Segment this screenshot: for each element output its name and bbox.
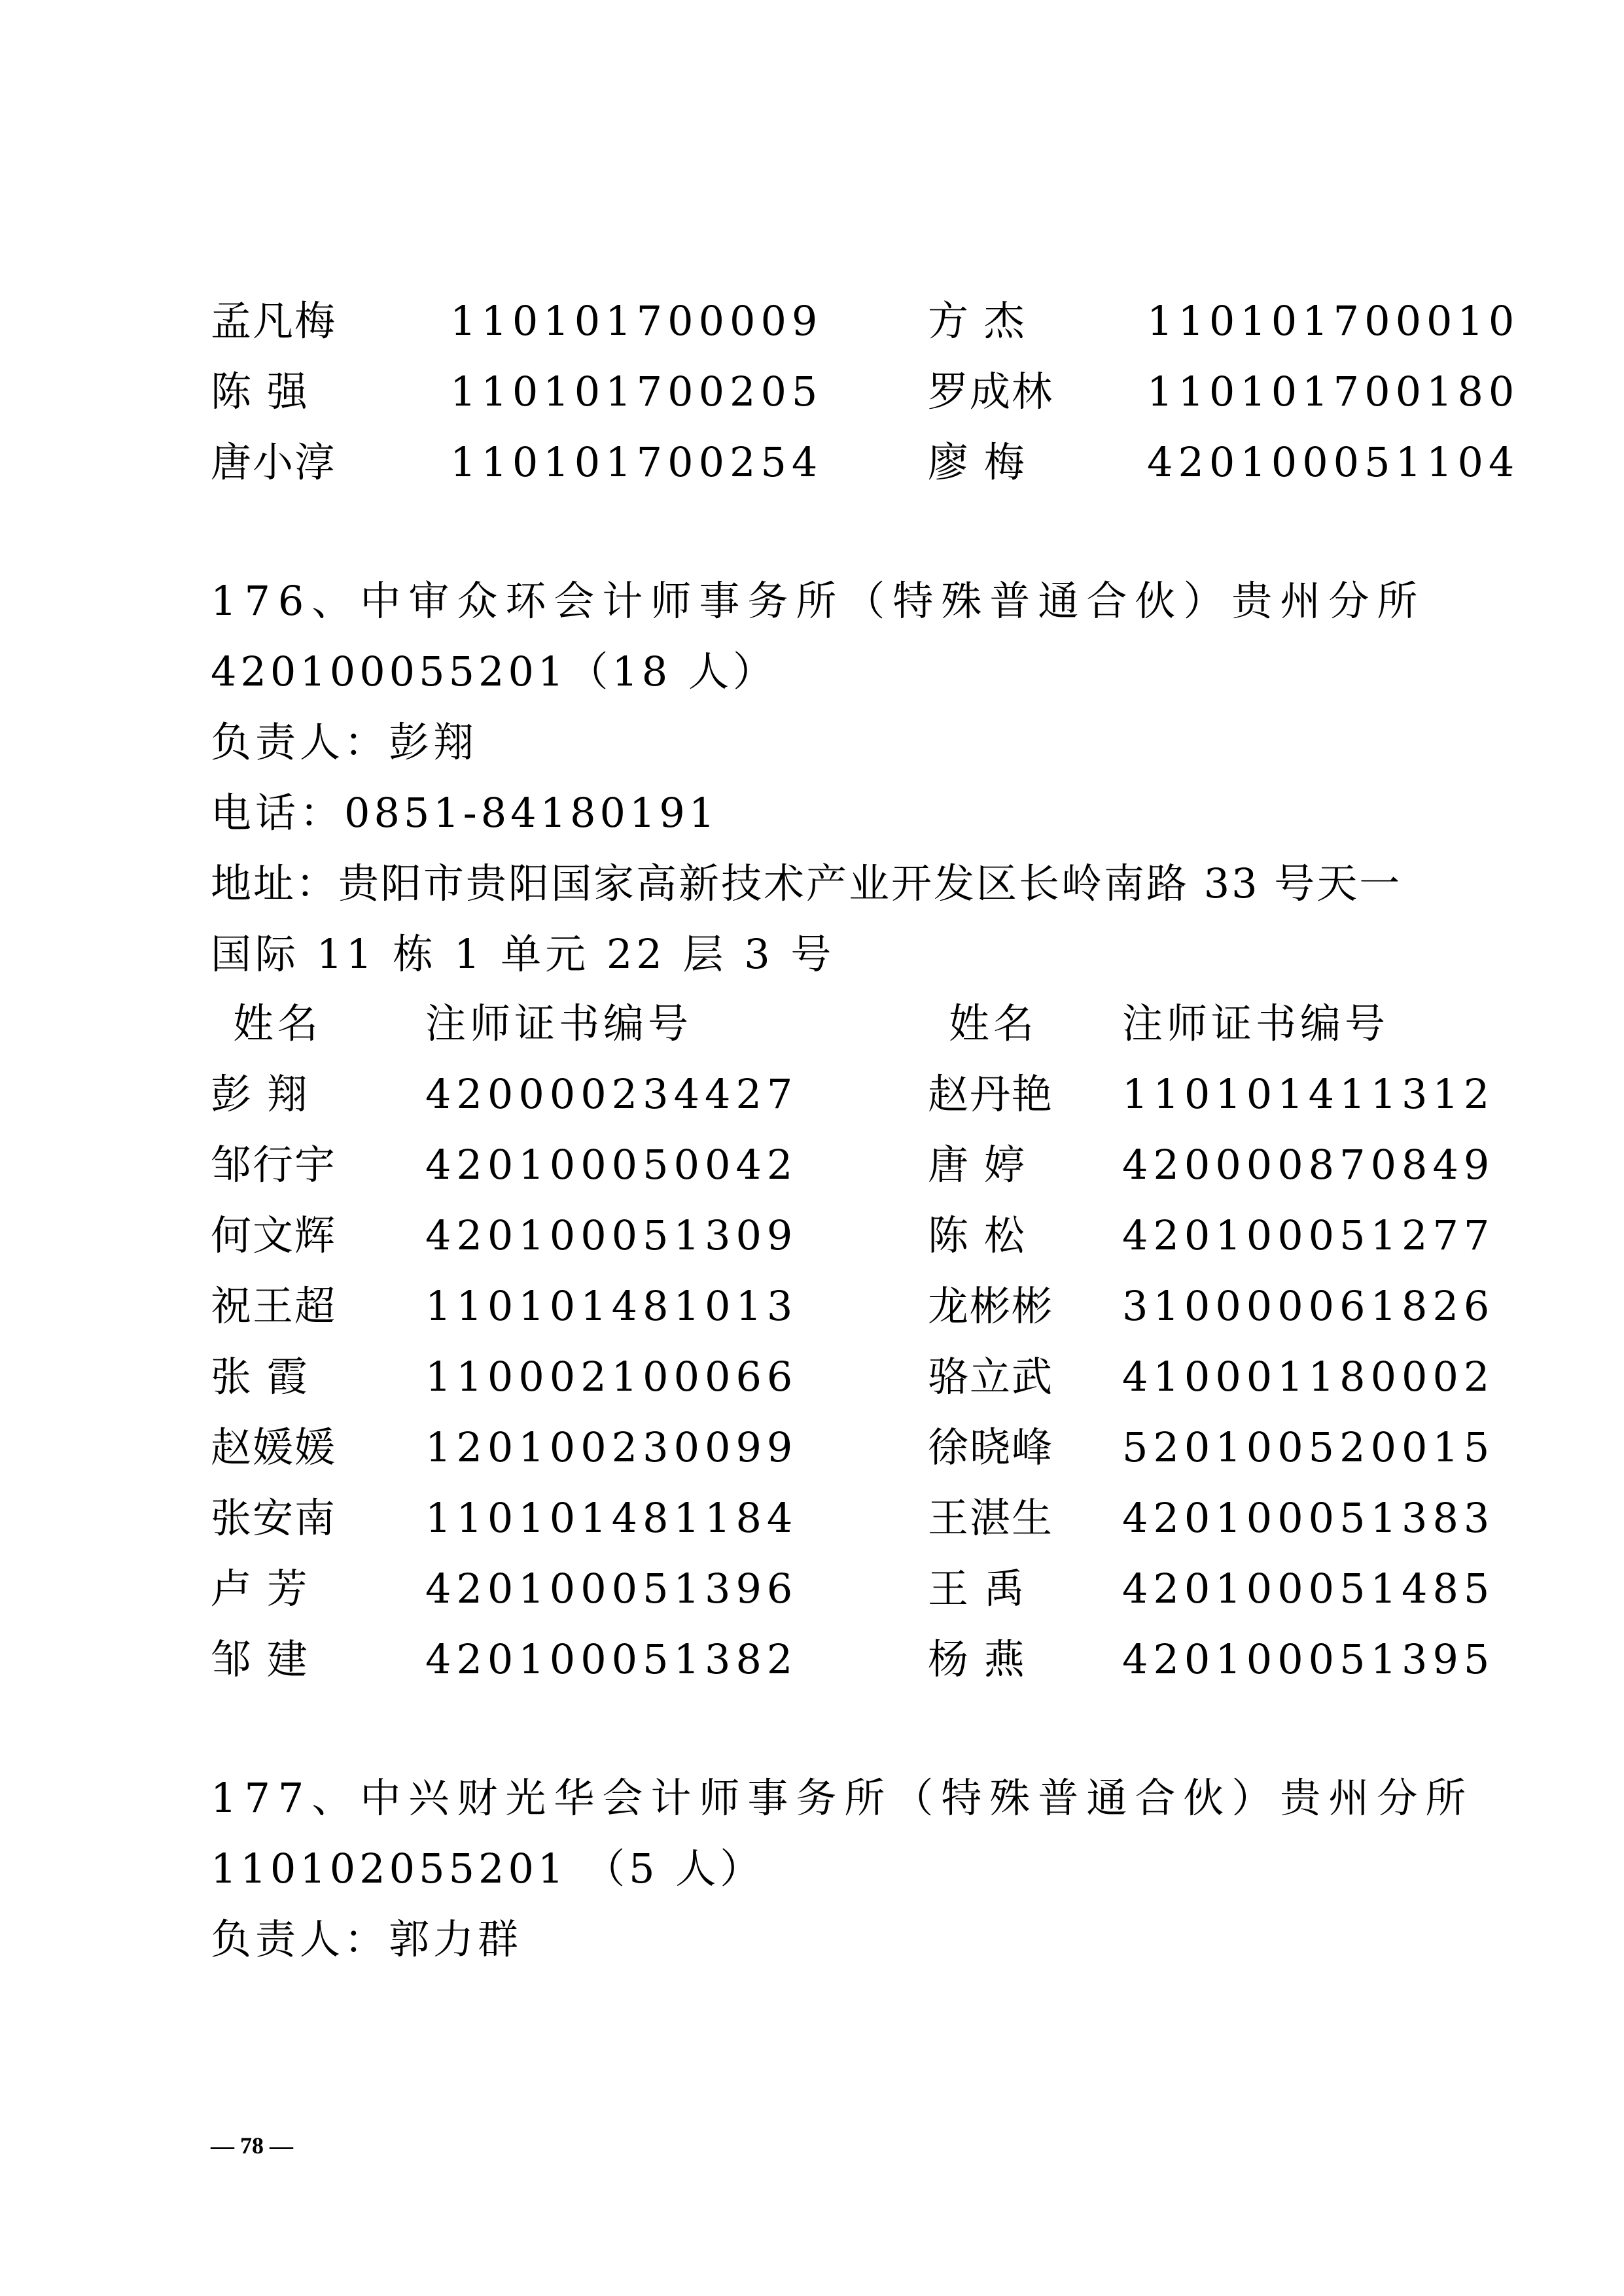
person-name: 卢 芳 <box>211 1565 309 1612</box>
cert-number: 310000061826 <box>1122 1282 1495 1330</box>
cert-number: 420100051396 <box>425 1565 798 1612</box>
page-number: — 78 — <box>211 2132 293 2159</box>
firm-address: 地址：贵阳市贵阳国家高新技术产业开发区长岭南路 33 号天一 <box>211 860 1402 907</box>
person-name: 陈 强 <box>211 368 309 415</box>
person-name: 杨 燕 <box>928 1635 1026 1683</box>
person-name: 唐 婷 <box>928 1141 1026 1189</box>
firm-title: 177、中兴财光华会计师事务所（特殊普通合伙）贵州分所 <box>211 1774 1474 1822</box>
person-name: 唐小淳 <box>211 438 337 486</box>
cert-number: 110101700180 <box>1147 368 1520 415</box>
cert-number: 420100051485 <box>1122 1565 1495 1612</box>
col-header-name: 姓名 <box>233 1000 323 1047</box>
firm-head: 负责人：郭力群 <box>211 1915 523 1963</box>
person-name: 陈 松 <box>928 1211 1026 1259</box>
col-header-cert: 注师证书编号 <box>425 1000 693 1047</box>
cert-number: 420100051104 <box>1147 438 1520 486</box>
firm-code: 420100055201（18 人） <box>211 648 777 695</box>
cert-number: 110101481013 <box>425 1282 798 1330</box>
cert-number: 410001180002 <box>1122 1353 1495 1400</box>
person-name: 何文辉 <box>211 1211 337 1259</box>
person-name: 彭 翔 <box>211 1070 309 1118</box>
firm-title: 176、中审众环会计师事务所（特殊普通合伙）贵州分所 <box>211 577 1426 625</box>
cert-number: 110101700009 <box>450 297 823 345</box>
col-header-name: 姓名 <box>949 1000 1038 1047</box>
cert-number: 110101700254 <box>450 438 823 486</box>
cert-number: 420100050042 <box>425 1141 798 1189</box>
person-name: 赵媛媛 <box>211 1423 337 1471</box>
person-name: 赵丹艳 <box>928 1070 1054 1118</box>
person-name: 王湛生 <box>928 1494 1054 1542</box>
person-name: 骆立武 <box>928 1353 1054 1400</box>
cert-number: 420100051382 <box>425 1635 798 1683</box>
person-name: 孟凡梅 <box>211 297 337 345</box>
cert-number: 420100051277 <box>1122 1211 1495 1259</box>
person-name: 邹 建 <box>211 1635 309 1683</box>
person-name: 罗成林 <box>928 368 1054 415</box>
cert-number: 420000234427 <box>425 1070 798 1118</box>
cert-number: 110101700010 <box>1147 297 1520 345</box>
person-name: 张安南 <box>211 1494 337 1542</box>
firm-address-cont: 国际 11 栋 1 单元 22 层 3 号 <box>211 930 836 978</box>
person-name: 方 杰 <box>928 297 1026 345</box>
firm-code: 110102055201 （5 人） <box>211 1845 765 1892</box>
person-name: 王 禹 <box>928 1565 1026 1612</box>
cert-number: 110101481184 <box>425 1494 798 1542</box>
cert-number: 420000870849 <box>1122 1141 1495 1189</box>
col-header-cert: 注师证书编号 <box>1122 1000 1390 1047</box>
firm-head: 负责人：彭翔 <box>211 718 478 766</box>
cert-number: 110002100066 <box>425 1353 798 1400</box>
person-name: 徐晓峰 <box>928 1423 1054 1471</box>
person-name: 张 霞 <box>211 1353 309 1400</box>
cert-number: 420100051395 <box>1122 1635 1495 1683</box>
firm-phone: 电话：0851-84180191 <box>211 789 719 837</box>
person-name: 龙彬彬 <box>928 1282 1054 1330</box>
person-name: 廖 梅 <box>928 438 1026 486</box>
cert-number: 520100520015 <box>1122 1423 1495 1471</box>
cert-number: 420100051383 <box>1122 1494 1495 1542</box>
person-name: 祝王超 <box>211 1282 337 1330</box>
cert-number: 110101411312 <box>1122 1070 1495 1118</box>
cert-number: 120100230099 <box>425 1423 798 1471</box>
cert-number: 110101700205 <box>450 368 823 415</box>
cert-number: 420100051309 <box>425 1211 798 1259</box>
person-name: 邹行宇 <box>211 1141 337 1189</box>
